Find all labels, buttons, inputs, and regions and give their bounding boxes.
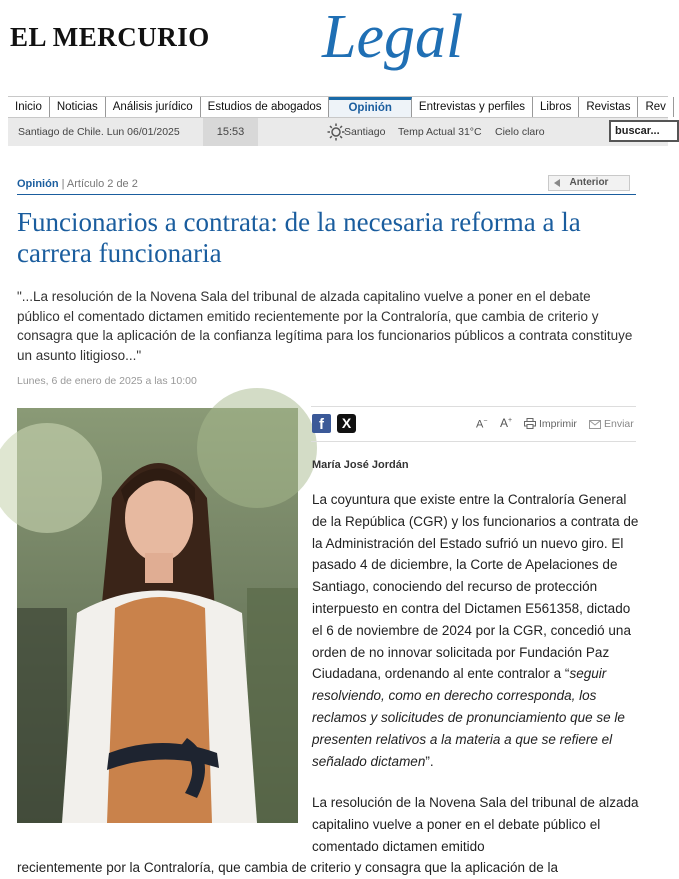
font-bigger-button[interactable]: A+ <box>500 416 513 430</box>
print-label: Imprimir <box>539 418 577 430</box>
section-logo[interactable]: Legal <box>322 3 464 71</box>
weather-temp: Temp Actual 31°C <box>398 126 482 138</box>
body-text-end: ”. <box>425 753 434 769</box>
weather-city: Santiago <box>344 126 386 138</box>
font-bigger-label: A <box>500 416 509 430</box>
nav-item-analisis[interactable]: Análisis jurídico <box>106 97 201 117</box>
section-divider <box>17 194 636 195</box>
nav-item-rev[interactable]: Rev <box>638 97 673 117</box>
printer-icon <box>524 418 536 429</box>
print-button[interactable] <box>524 418 577 430</box>
nav-item-noticias[interactable]: Noticias <box>50 97 106 117</box>
nav-item-revistas[interactable]: Revistas <box>579 97 638 117</box>
weather-sky: Cielo claro <box>495 126 545 138</box>
breadcrumb-position: Artículo 2 de 2 <box>66 178 138 190</box>
main-nav <box>8 96 668 118</box>
author-name: María José Jordán <box>312 459 409 471</box>
share-toolbar <box>311 406 636 442</box>
font-smaller-button[interactable]: A− <box>476 418 488 431</box>
article-title: Funcionarios a contrata: de la necesaria reforma a la carrera funcionaria <box>17 207 581 268</box>
previous-article-label: Anterior <box>569 177 609 188</box>
masthead <box>0 0 663 92</box>
nav-item-inicio[interactable]: Inicio <box>8 97 50 117</box>
email-label: Enviar <box>604 418 634 430</box>
publication-date: Lunes, 6 de enero de 2025 a las 10:00 <box>17 375 197 387</box>
info-bar <box>8 118 668 146</box>
facebook-icon[interactable]: f <box>312 414 331 433</box>
envelope-icon <box>589 420 601 429</box>
breadcrumb-section[interactable]: Opinión <box>17 178 59 190</box>
body-paragraph <box>312 489 642 772</box>
current-date: Santiago de Chile. Lun 06/01/2025 <box>18 126 180 138</box>
body-paragraph-2: La resolución de la Novena Sala del tribunal de alzada capitalino vuelve a poner en el debate público el comentado dictamen emitido <box>312 795 639 854</box>
nav-item-libros[interactable]: Libros <box>533 97 579 117</box>
nav-item-opinion[interactable]: Opinión <box>329 97 411 117</box>
x-twitter-icon[interactable]: X <box>337 414 356 433</box>
author-photo <box>17 408 298 823</box>
body-text: La coyuntura que existe entre la Contraloría General de la República (CGR) y los funcionarios a contrata de la Administración del Estado sufrió un nuevo giro. El pasado 4 de diciembre, la Corte de Apelaciones de Santiago, conociendo del recurso de protección interpuesto en contra del Dictamen E561358, dictado el 6 de noviembre de 2024 por la CGR, concedió una orden de no innovar solicitada por Fundación Paz Ciudadana, ordenando al ente contralor a “ <box>312 492 639 682</box>
email-button[interactable] <box>589 418 634 430</box>
sun-icon <box>327 123 345 141</box>
current-time: 15:53 <box>203 118 258 146</box>
nav-item-entrevistas[interactable]: Entrevistas y perfiles <box>412 97 533 117</box>
font-smaller-label: A <box>476 418 484 431</box>
arrow-left-icon <box>554 179 560 187</box>
breadcrumb: Opinión | Artículo 2 de 2 <box>17 178 138 190</box>
previous-article-button[interactable] <box>548 175 630 191</box>
article-lede: "...La resolución de la Novena Sala del tribunal de alzada capitalino vuelve a poner en el debate público el comentado dictamen emitido recientemente por la Contraloría, que cambia de criterio y consagra que la aplicación de la confianza legítima para los funcionarios públicos a contrata constituye un asunto litigioso..." <box>17 289 633 363</box>
body-paragraph-3: recientemente por la Contraloría, que cambia de criterio y consagra que la aplicación de la <box>17 860 559 875</box>
search-input[interactable] <box>609 120 679 142</box>
brand-logo[interactable]: EL MERCURIO <box>10 22 210 52</box>
body-quote: seguir resolviendo, como en derecho corresponda, los reclamos y solicitudes de pronunciamiento que se le presenten relativos a la materia a que se refiere el señalado dictamen <box>312 666 625 769</box>
nav-item-estudios[interactable]: Estudios de abogados <box>201 97 330 117</box>
